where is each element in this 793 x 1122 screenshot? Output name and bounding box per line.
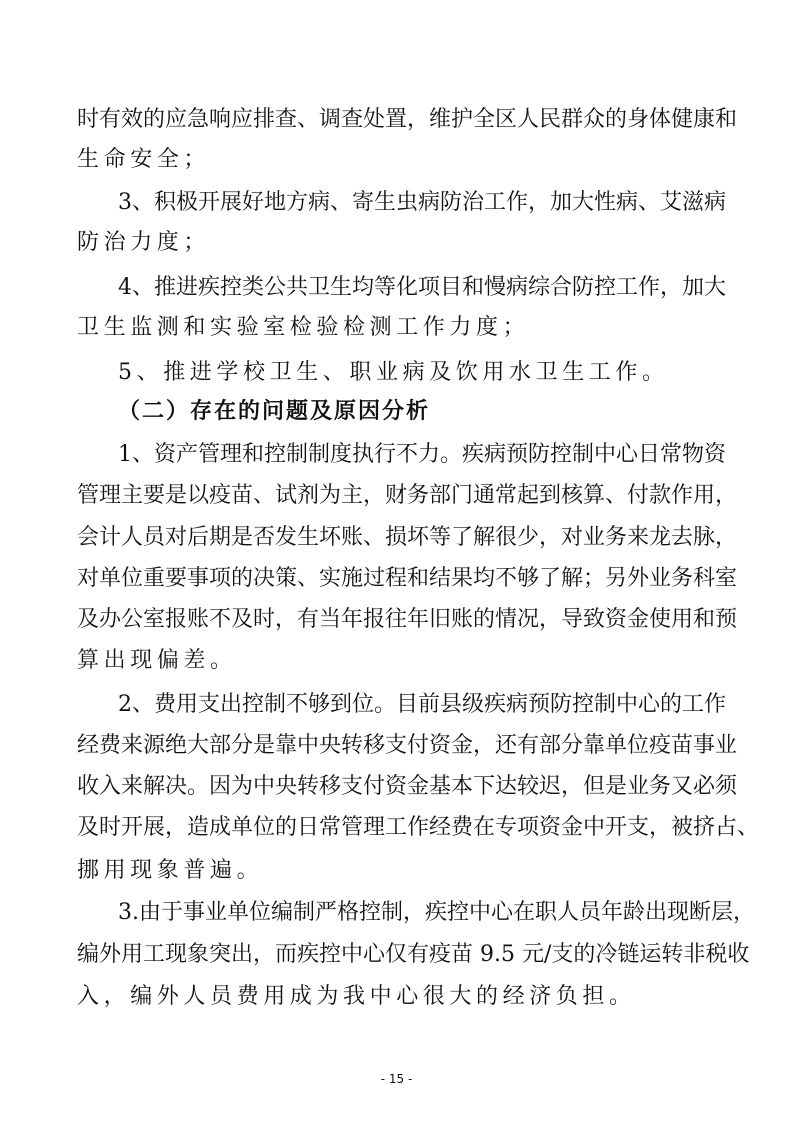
body-text-line: 及办公室报账不及时，有当年报往年旧账的情况，导致资金使用和预 — [77, 607, 738, 632]
problem-1: 1、资产管理和控制制度执行不力。疾病预防控制中心日常物资 — [118, 442, 726, 467]
list-item-4: 4、推进疾控类公共卫生均等化项目和慢病综合防控工作，加大 — [118, 275, 726, 300]
body-text-line: 收入来解决。因为中央转移支付资金基本下达较迟，但是业务又必须 — [77, 774, 738, 799]
body-text-line: 会计人员对后期是否发生坏账、损坏等了解很少，对业务来龙去脉， — [77, 525, 738, 550]
problem-2: 2、费用支出控制不够到位。目前县级疾病预防控制中心的工作 — [118, 692, 726, 717]
body-text-line: 入，编外人员费用成为我中心很大的经济负担。 — [77, 984, 636, 1009]
body-text-line: 编外用工现象突出，而疾控中心仅有疫苗 9.5 元/支的冷链运转非税收 — [77, 942, 750, 967]
list-item-3: 3、积极开展好地方病、寄生虫病防治工作，加大性病、艾滋病 — [118, 190, 726, 215]
page-number: - 15 - — [380, 1072, 413, 1086]
body-text-line: 时有效的应急响应排查、调查处置，维护全区人民群众的身体健康和 — [77, 107, 738, 132]
body-text-line: 挪用现象普遍。 — [77, 858, 264, 883]
body-text-line: 及时开展，造成单位的日常管理工作经费在专项资金中开支，被挤占、 — [77, 815, 760, 840]
body-text-line: 经费来源绝大部分是靠中央转移支付资金，还有部分靠单位疫苗事业 — [77, 733, 738, 758]
body-text-line: 算出现偏差。 — [77, 648, 237, 673]
section-heading: （二）存在的问题及原因分析 — [118, 398, 431, 424]
list-item-5: 5、推进学校卫生、职业病及饮用水卫生工作。 — [118, 360, 669, 385]
problem-3: 3.由于事业单位编制严格控制，疾控中心在职人员年龄出现断层， — [118, 900, 755, 925]
body-text-line: 管理主要是以疫苗、试剂为主，财务部门通常起到核算、付款作用， — [77, 483, 738, 508]
body-text-line: 生命安全； — [77, 147, 211, 172]
body-text-line: 对单位重要事项的决策、实施过程和结果均不够了解；另外业务科室 — [77, 566, 738, 591]
body-text-line: 卫生监测和实验室检验检测工作力度； — [77, 315, 530, 340]
body-text-line: 防治力度； — [77, 230, 211, 255]
